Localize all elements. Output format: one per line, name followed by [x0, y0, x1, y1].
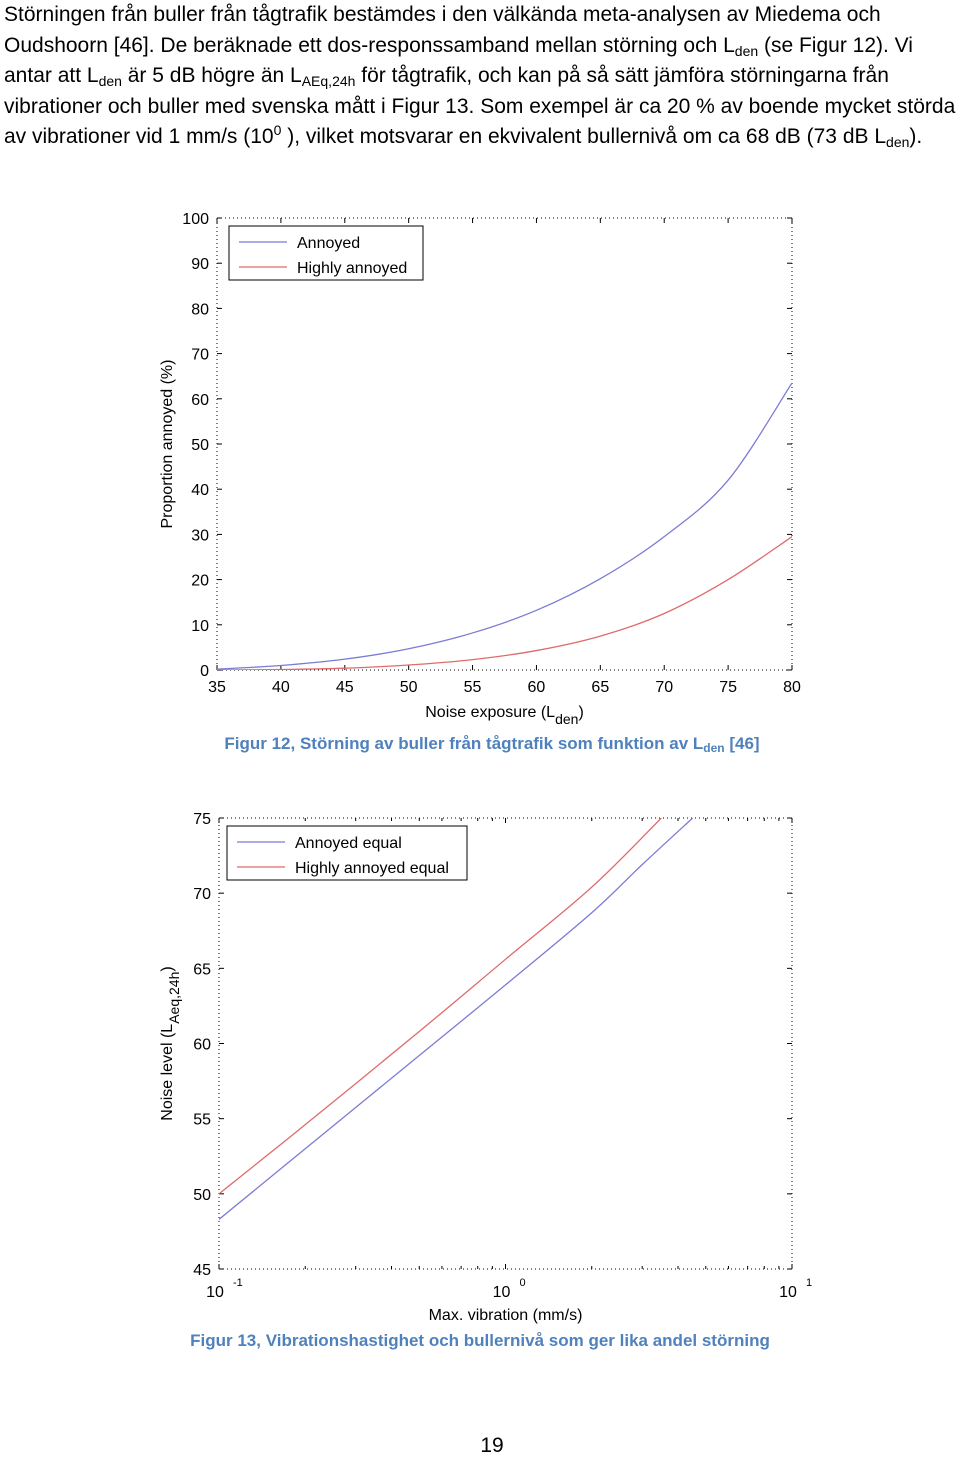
x-axis-label: Max. vibration (mm/s) [428, 1307, 583, 1324]
y-tick-label: 100 [182, 211, 209, 228]
para-text-1: Störningen från buller från tågtrafik bestämdes i den välkända meta-analysen av Miedema och Oudshoorn [46]. De beräknade ett dos-responssamband mellan störning och L [4, 3, 881, 57]
series-line-primary [217, 383, 792, 669]
plot-frame [219, 818, 792, 1269]
legend-label: Annoyed equal [295, 835, 402, 852]
y-tick-label: 70 [193, 886, 211, 904]
series-line-secondary [217, 537, 792, 670]
x-tick-label: 10 [779, 1284, 797, 1301]
figure-12-chart [0, 200, 960, 730]
page-number: 19 [480, 1434, 504, 1457]
y-tick-label: 30 [191, 527, 209, 545]
y-tick-label: 65 [193, 961, 211, 979]
y-tick-label: 0 [200, 663, 209, 680]
y-tick-label: 50 [191, 437, 209, 454]
y-tick-label: 40 [191, 482, 209, 500]
para-text-5: ), vilket motsvarar en ekvivalent bullernivå om ca 68 dB (73 dB L [281, 125, 887, 148]
x-tick-label: 55 [463, 679, 482, 696]
x-tick-label: 75 [719, 679, 738, 696]
y-tick-label: 20 [191, 572, 209, 590]
x-tick-label: 50 [399, 679, 418, 696]
plot-frame [217, 218, 792, 670]
intro-paragraph [4, 0, 956, 153]
x-tick-label: 40 [271, 679, 290, 696]
y-axis-label: Noise level (LAeq,24h) [159, 966, 182, 1121]
legend-label: Highly annoyed equal [295, 860, 449, 877]
para-sub-den-1: den [734, 42, 759, 59]
legend-label: Highly annoyed [297, 260, 408, 277]
para-text-3: är 5 dB högre än L [121, 64, 302, 87]
x-tick-label: 10 [206, 1284, 224, 1301]
y-tick-label: 75 [193, 811, 211, 828]
x-tick-label: 70 [655, 679, 674, 696]
x-tick-exponent: 0 [519, 1277, 526, 1289]
para-sub-aeq: AEq,24h [301, 73, 356, 89]
x-tick-label: 10 [492, 1284, 511, 1301]
x-tick-label: 45 [335, 679, 354, 696]
y-tick-label: 55 [193, 1111, 211, 1129]
figure-12-caption-end: [46] [724, 734, 760, 753]
para-text-4: för tågtrafik, och kan på så sätt jämföra störningarna från vibrationer och buller med svenska mått i Figur 13. Som exempel är ca 20 % av boende mycket störda av vibrationer vid 1 mm/s (10 [4, 64, 956, 148]
para-sub-den-2: den [98, 73, 122, 89]
y-tick-label: 60 [193, 1036, 211, 1054]
y-axis-label: Proportion annoyed (%) [159, 359, 176, 529]
figure-13-caption: Figur 13, Vibrationshastighet och bullernivå som ger lika andel störning [190, 1331, 770, 1350]
x-tick-exponent: -1 [233, 1277, 243, 1289]
para-text-6: ). [909, 125, 923, 148]
para-sup-0: 0 [273, 122, 282, 138]
figure-12-caption-text: Figur 12, Störning av buller från tågtrafik som funktion av L [224, 734, 704, 753]
para-text-2: (se Figur 12). Vi antar att L [4, 33, 913, 87]
x-tick-exponent: 1 [806, 1277, 813, 1289]
y-tick-label: 60 [191, 391, 209, 409]
y-tick-label: 90 [191, 256, 209, 274]
y-tick-label: 80 [191, 301, 209, 319]
x-tick-label: 65 [591, 679, 610, 696]
y-tick-label: 45 [193, 1262, 211, 1279]
x-tick-label: 35 [208, 679, 226, 696]
x-tick-label: 80 [783, 679, 801, 696]
para-sub-den-3: den [886, 134, 910, 150]
figure-12-caption [12, 734, 960, 754]
y-tick-label: 10 [191, 617, 209, 635]
figure-13-chart [0, 800, 960, 1330]
x-tick-label: 60 [527, 679, 546, 696]
y-tick-label: 70 [191, 346, 209, 364]
figure-12-caption-sub: den [703, 741, 725, 755]
y-tick-label: 50 [193, 1186, 211, 1204]
x-axis-label: Noise exposure (Lden) [425, 704, 584, 727]
legend-label: Annoyed [297, 235, 361, 252]
